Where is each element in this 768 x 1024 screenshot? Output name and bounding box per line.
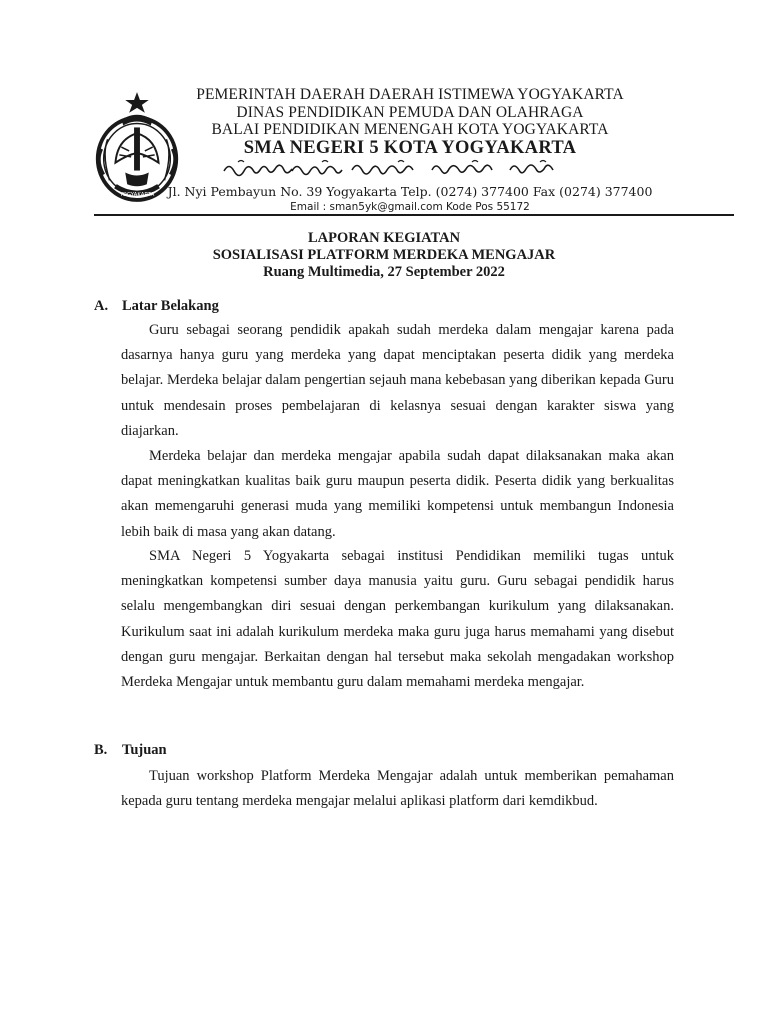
- report-title: LAPORAN KEGIATAN: [307, 230, 461, 246]
- report-subtitle: SOSIALISASI PLATFORM MERDEKA MENGAJAR: [212, 247, 556, 263]
- report-venue-date: Ruang Multimedia, 27 September 2022: [263, 264, 505, 280]
- letterhead-address: Jl. Nyi Pembayun No. 39 Yogyakarta Telp. (0274) 377400 Fax (0274) 377400: [167, 184, 653, 199]
- letterhead-line-1: PEMERINTAH DAERAH DAERAH ISTIMEWA YOGYAKARTA: [196, 86, 624, 103]
- paragraph: Tujuan workshop Platform Merdeka Mengajar adalah untuk memberikan pemahaman kepada guru tentang merdeka mengajar melalui aplikasi platform dari kemdikbud.: [121, 768, 674, 810]
- school-name: SMA NEGERI 5 KOTA YOGYAKARTA: [243, 138, 577, 158]
- section-title-b: Tujuan: [122, 742, 167, 758]
- section-letter-b: B.: [94, 742, 108, 758]
- section-heading-a: [94, 298, 219, 315]
- letterhead: [0, 0, 768, 220]
- letterhead-line-2: DINAS PENDIDIKAN PEMUDA DAN OLAHRAGA: [236, 104, 584, 121]
- javanese-script-icon: [222, 158, 562, 180]
- letterhead-line-3: BALAI PENDIDIKAN MENENGAH KOTA YOGYAKARTA: [211, 121, 609, 138]
- logo-ribbon-text: YOGYAKARTA: [119, 192, 155, 199]
- section-letter-a: A.: [94, 298, 109, 314]
- section-title-a: Latar Belakang: [122, 298, 219, 314]
- letterhead-divider: [94, 214, 734, 216]
- paragraph: SMA Negeri 5 Yogyakarta sebagai institusi Pendidikan memiliki tugas untuk meningkatkan kompetensi sumber daya manusia yaitu guru. Guru sebagai pendidik harus selalu mengembangkan diri sesuai dengan perkembangan kurikulum yang dilaksanakan. Kurikulum saat ini adalah kurikulum merdeka maka guru juga harus memahami yang disebut dengan guru mengajar. Berkaitan dengan hal tersebut maka sekolah mengadakan workshop Merdeka Mengajar untuk membantu guru dalam memahami merdeka mengajar.: [121, 548, 674, 691]
- letterhead-email: Email : sman5yk@gmail.com Kode Pos 55172: [290, 201, 530, 213]
- section-heading-b: [94, 742, 167, 759]
- paragraph: Guru sebagai seorang pendidik apakah sudah merdeka dalam mengajar karena pada dasarnya hanya guru yang merdeka yang dapat menciptakan peserta didik yang merdeka belajar. Merdeka belajar dalam pengertian sejauh mana kebebasan yang diberikan kepada Guru untuk mendesain proses pembelajaran di kelasnya sesuai dengan karakter siswa yang diajarkan.: [121, 322, 674, 439]
- paragraph: Merdeka belajar dan merdeka mengajar apabila sudah dapat dilaksanakan maka akan dapat meningkatkan kualitas baik guru maupun peserta didik. Peserta didik yang berkualitas akan memengaruhi generasi muda yang memiliki kompetensi untuk membangun Indonesia lebih baik di masa yang akan datang.: [121, 448, 674, 540]
